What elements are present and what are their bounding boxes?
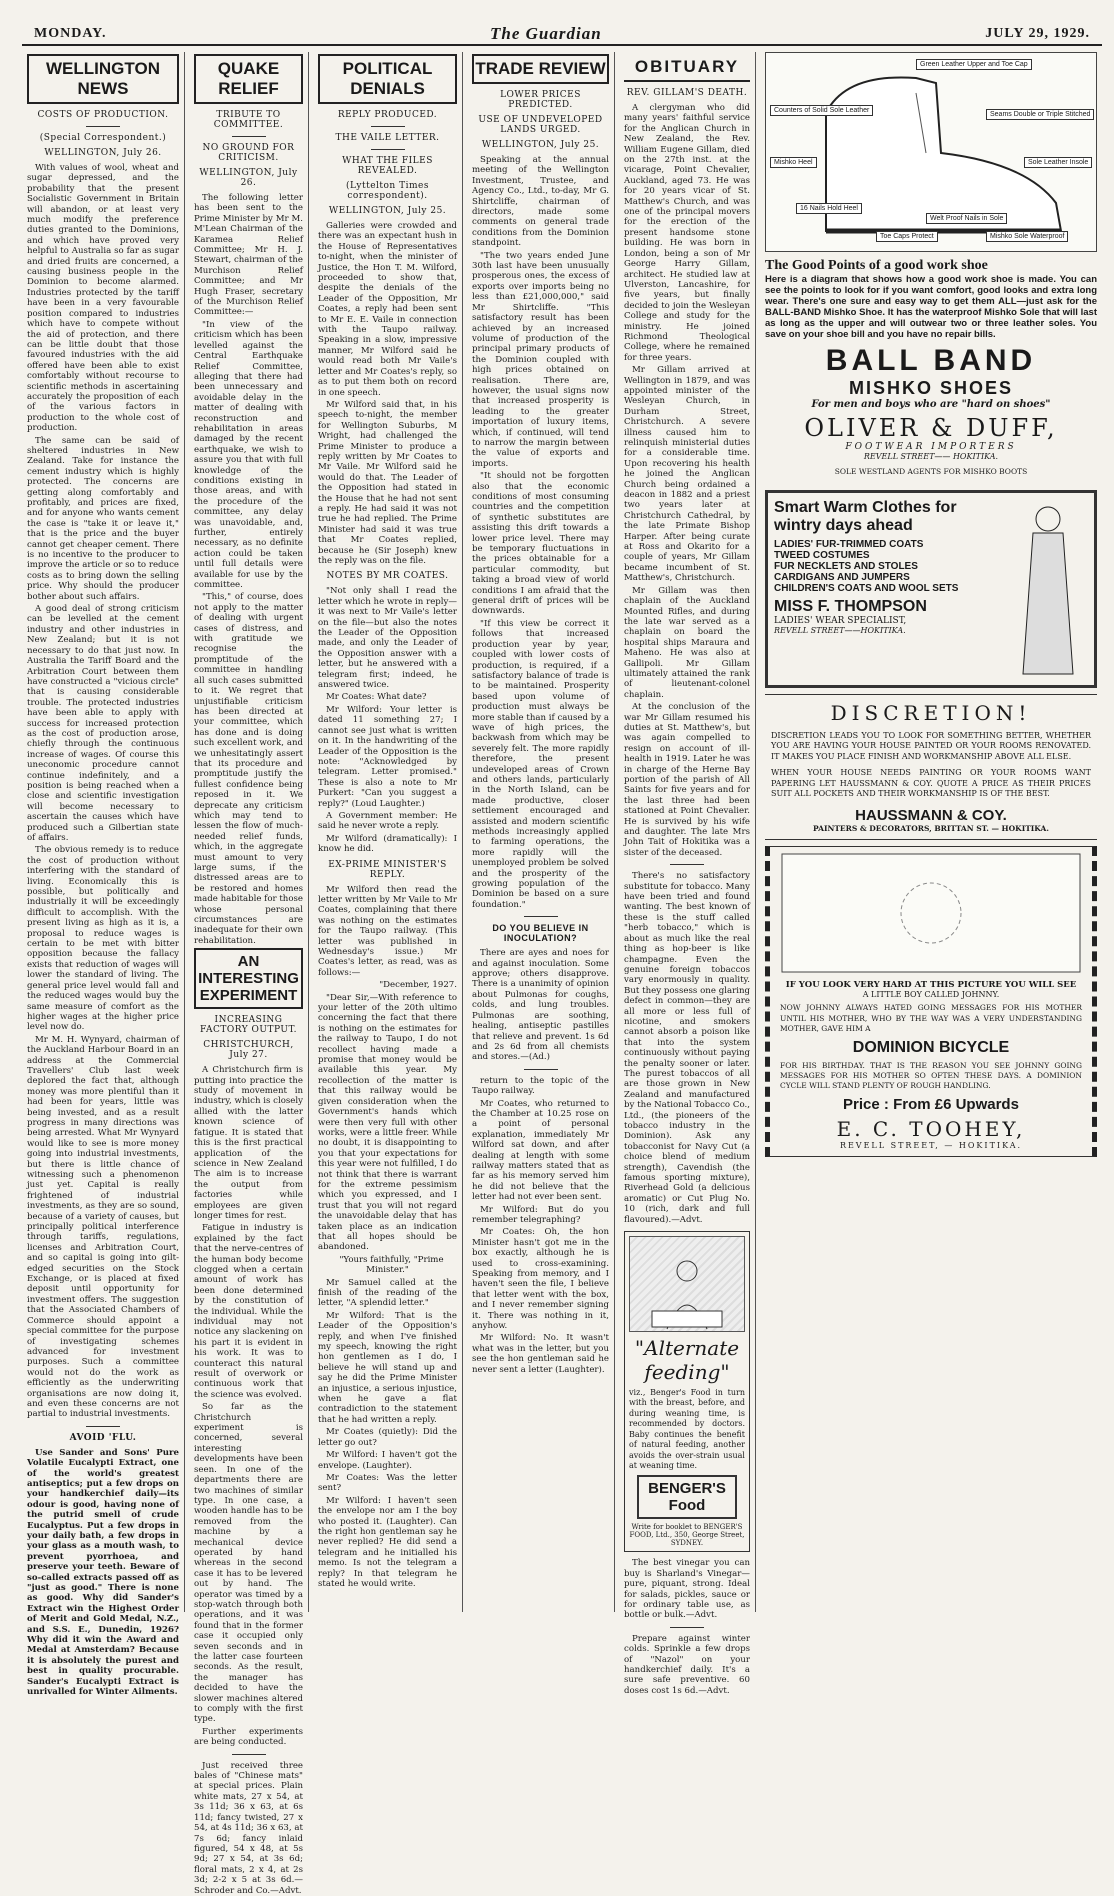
shoe-label: Welt Proof Nails in Sole	[926, 213, 1007, 224]
article-paragraph: Mr Wilford: Your letter is dated 11 something 27; I cannot see just what is written on it. In the handwriting of the Leader of the Opposition is the note: "Acknowledged by telegram. Letter promised." These is also a note to Mr Purkert: "Can you suggest a reply?" (Loud Laughter.)	[318, 704, 457, 809]
dateline: WELLINGTON, July 26.	[199, 168, 298, 188]
article-paragraph: "December, 1927.	[379, 980, 457, 991]
article-paragraph: "Not only shall I read the letter which he wrote in reply—it was next to Mr Vaile's letter on the file—but also the notes the Leader of the Opposition made, and only the Leader of the Opposition answer with a letter, but he answered with a telegram first; indeed, he answered twice.	[318, 586, 457, 691]
mother-baby-icon	[642, 1251, 732, 1331]
advert-haussmann	[765, 694, 1097, 840]
thompson-address: REVELL STREET——HOKITIKA.	[774, 626, 906, 635]
masthead-paper-name: The Guardian	[490, 24, 602, 43]
article-paragraph: "The two years ended June 30th last have been unusually prosperous ones, the excess of exports over imports being no less than £21,000,000," said Mr Shirtcliffe. "This satisfactory result has been achieved by an increased volume of production of the principal primary products of the Dominion coupled with high prices obtained on realisation. There are, however, the usual signs now that increased prosperity is leading to the greater importation of luxury items, which, if continued, will tend to narrow the margin between the value of exports and imports.	[472, 250, 609, 469]
headline-wellington-news: WELLINGTON NEWS	[27, 54, 179, 104]
article-paragraph: "It should not be forgotten also that the economic conditions of most consuming countries and the competition of synthetic substitutes are assisting this drift towards a lower price level. There may be temporary fluctuations in the prices obtainable for a particular commodity, but taking a broad view of world conditions I am afraid that the general drift of prices will be downwards.	[472, 471, 609, 617]
article-paragraph: Mr Gillam arrived at Wellington in 1879, and was appointed minister of the Wesleyan Church, in Durham Street, Christchurch. A severe illness caused him to relinquish ministerial duties for a considerable time. Upon recovering his health he joined the Anglican Church being ordained a deacon in 1882 and a priest two years later at Christchurch Cathedral, by the late Primate Bishop Harper. After being curate at Ross and Okarito for a couple of years, Mr Gillam became incumbent of St. Matthew's, Christchurch.	[624, 365, 750, 584]
haussmann-name: HAUSSMANN & COY.	[855, 807, 1007, 825]
masthead	[22, 24, 1102, 46]
article-paragraph: A Government member: He said he never wrote a reply.	[318, 810, 457, 832]
subhead: LOWER PRICES PREDICTED.	[500, 90, 581, 110]
article-paragraph: A clergyman who did many years' faithful service for the Anglican Church in New Zealand, the Rev. William Eugene Gillam, died on the 27th inst. at the vicarage, Point Chevalier, Auckland, aged 73. He was for 20 years vicar of St. Matthew's Church, and was one of the principal movers for the erection of the present handsome stone building. He was born in London, being a son of Mr George Harry Gillam, architect. He studied law at Ulverston, Lancashire, for five years, but finally decided to join the Wesleyan College and study for the ministry. He joined Richmond Theological College, where he remained for three years.	[624, 103, 750, 363]
article-paragraph: A Christchurch firm is putting into practice the study of movement in industry, which is closely allied with the latter known science of fatigue. It is stated that this is the first practical application of the science in New Zealand The aim is to increase the output from factories while employees are given longer times for rest.	[194, 1065, 303, 1221]
thompson-line: TWEED COSTUMES	[774, 550, 870, 561]
divider	[670, 1627, 704, 1628]
headline-trade-review: TRADE REVIEW	[472, 54, 609, 84]
divider	[86, 126, 120, 127]
toohey-price: Price : From £6 Upwards	[843, 1095, 1019, 1113]
advert-toohey	[765, 846, 1097, 1156]
divider	[524, 1069, 558, 1070]
column-trade-review	[467, 52, 615, 1612]
dateline: WELLINGTON, July 25.	[481, 140, 600, 150]
subhead: COSTS OF PRODUCTION.	[37, 110, 169, 120]
headline-interesting-experiment: AN INTERESTING EXPERIMENT	[194, 948, 303, 1009]
advert-vinegar: The best vinegar you can buy is Sharland's Vinegar—pure, piquant, strong. Ideal for salads, pickles, sauce or for ordinary table use, as bottle or bulk.—Advt.	[624, 1558, 750, 1621]
shoe-label: Counters of Solid Sole Leather	[770, 105, 873, 116]
subhead-inoculation: DO YOU BELIEVE IN INOCULATION?	[492, 923, 589, 944]
mishko-tagline: For men and boys who are "hard on shoes"	[811, 399, 1051, 410]
divider	[232, 136, 266, 137]
column-obituary	[619, 52, 756, 1696]
subhead: REPLY PRODUCED.	[337, 110, 438, 120]
masthead-day: MONDAY.	[34, 26, 107, 41]
advert-chinese-mats: Just received three bales of "Chinese mats" at special prices. Plain white mats, 27 x 54, at 3s 11d; 36 x 63, at 6s 11d; fancy twisted, 27 x 54, at 4s 11d; 36 x 63, at 7s 6d; fancy inlaid figured, 54 x 48, at 5s 9d; 27 x 54, at 3s 6d; floral mats, 2 x 4, at 2s 3d; 2-2 x 5 at 3s 6d.—Schroder and Co.—Advt.	[194, 1760, 303, 1896]
subhead: NO GROUND FOR CRITICISM.	[202, 143, 295, 163]
oliver-duff-name: OLIVER & DUFF,	[804, 414, 1058, 442]
article-paragraph: Mr Wilford (dramatically): I know he did.	[318, 833, 457, 855]
byline: (Lyttelton Times correspondent).	[346, 181, 429, 201]
advert-tobacco: There's no satisfactory substitute for tobacco. Many have been tried and found wanting. The best known of these is the stuff called "herb tobacco," which is about as much like the real thing as hop-beer is like champagne. Even the genuine foreign tobaccos vary enormously in quality. But they possess one glaring defect in common—they are all more or less full of nicotine, and smokers cannot absorb a poison like that into the system continuously without paying the penalty sooner or later. The purest tobaccos of all are those grown in New Zealand and manufactured by the National Tobacco Co., Ltd., (the pioneers of the tobacco industry in the Dominion). Ask any tobacconist for Navy Cut (a choice blend of medium strength), Cavendish (the famous sporting mixture), Riverhead Gold (a delicious aromatic) or Cut Plug No. 10 (rich, dark and full flavoured).—Advt.	[624, 871, 750, 1225]
subhead: NOTES BY MR COATES.	[326, 571, 449, 582]
article-paragraph: Further experiments are being conducted.	[194, 1726, 303, 1748]
article-paragraph: A good deal of strong criticism can be levelled at the cement industry and other industries in New Zealand; but it is not necessary to do that just now. In Australia the Tariff Board and the Arbitration Court between them have constructed a "vicious circle" that is causing considerable trouble. The protected industries have been able to apply with success for increased protection as the cost of production arose, chiefly through the continuous increase of wages. Of course this uneconomic procedure cannot continue indefinitely, and a position is being reached when a close and scientific investigation will become necessary to ascertain the causes which have produced such a Gilbertian state of affairs.	[27, 604, 179, 843]
thompson-line: FUR NECKLETS AND STOLES	[774, 561, 918, 572]
benger-logo: BENGER'S Food	[637, 1475, 737, 1519]
shoe-label: Toe Caps Protect	[876, 231, 938, 242]
oliver-duff-sub: FOOTWEAR IMPORTERS	[845, 442, 1017, 452]
feeding-text: viz., Benger's Food in turn with the breast, before, and during weaning time, is recommended by doctors. Baby continues the benefit of natural feeding, another avoids the over-strain usual at weaning time.	[629, 1388, 745, 1470]
column-political-denials	[313, 52, 463, 1612]
headline-political-denials: POLITICAL DENIALS	[318, 54, 457, 104]
article-paragraph: Mr Coates, who returned to the Chamber at 10.25 rose on a point of personal explanation, immediately Mr Wilford sat down, and after dealing at length with some railway matters stated that as far as his memory served him he did not believe that the letter had not ever been sent.	[472, 1098, 609, 1203]
oliver-duff-address: REVELL STREET—— HOKITIKA.	[863, 452, 999, 461]
column-quake-relief	[189, 52, 309, 1896]
toohey-name: E. C. TOOHEY,	[836, 1116, 1026, 1141]
article-paragraph: Mr M. H. Wynyard, chairman of the Auckland Harbour Board in an address at the Commercial Travellers' Club last week deplored the fact that, although money was more plentiful than it had been for years, little was being invested, and as a result progress in many directions was being arrested. What Mr Wynyard would like to see is more money going into industrial investments, but there is little chance of witnessing such a phenomenon just yet. Capital is really frightened of industrial investments, as they are so sound, because of a variety of causes, but principally political interference through tariffs, regulations, licenses and Arbitration Court, and so capital is going into gilt-edged securities on the Stock Exchange, or is placed at fixed deposit until opportunity for investment offers. The suggestion that the Associated Chambers of Commerce should appoint a special committee for the purpose of investigating schemes advanced for investment purposes. Such a committee would not do the work as efficiently as the underwriting organisations are now doing it, and even these concerns are not partial to industrial investments.	[27, 1034, 179, 1420]
puzzle-picture	[781, 853, 1081, 973]
byline: (Special Correspondent.)	[39, 133, 167, 143]
article-paragraph: Mr Wilford: But do you remember telegraphing?	[472, 1204, 609, 1225]
advert-eucalyptus: Use Sander and Sons' Pure Volatile Eucalypti Extract, one of the world's greatest antiseptics; put a few drops on your handkerchief daily—its odour is good, having none of the putrid smell of crude Eucalyptus. Put a few drops in your daily bath, a few drops in your glass as a mouth wash, to prevent pyorrhoea, and preserve your teeth. Beware of so-called extracts passed off as "just as good." There is none as good. Why did Sander's Extract win the Highest Order of Merit and Gold Medal, N.Z., and S.S. E., Dunedin, 1926? Why did it win the Award and Medal at Amsterdam? Because it is absolutely the purest and best in quality procurable. Sander's Eucalypti Extract is unrivalled for Winter Ailments.	[27, 1447, 179, 1698]
article-paragraph: The following letter has been sent to the Prime Minister by Mr M. M'Lean Chairman of the Karamea Relief Committee; Mr H. J. Stewart, chairman of the Murchison Relief Committee; and Mr Hugh Fraser, secretary of the Murchison Relief Committee:—	[194, 193, 303, 318]
article-paragraph: Mr Wilford then read the letter written by Mr Vaile to Mr Coates, complaining that there was nothing on the estimates for the Taupo railway. (This letter was published in Wednesday's issue.) Mr Coates's letter, as read, was as follows:—	[318, 884, 457, 978]
shoe-label: Green Leather Upper and Toe Cap	[916, 59, 1032, 70]
shoe-label: 16 Nails Hold Heel	[796, 203, 862, 214]
article-paragraph: "This," of course, does not apply to the matter of dealing with urgent cases of distress, and with gratitude we recognise the promptitude of the committee in handling all such cases submitted to it. We regret that unjustifiable criticism has been directed at your committee, which has done and is doing such excellent work, and we unhesitatingly assert that its procedure and promptitude justify the fullest confidence being reposed in it. We deprecate any criticism which may tend to lessen the flow of much-needed relief funds, which, in the aggregate must amount to very large sums, if the distressed areas are to be restored and homes made habitable for those whose personal circumstances are inadequate for their own rehabilitation.	[194, 592, 303, 946]
thompson-line: CHILDREN'S COATS AND WOOL SETS	[774, 583, 959, 594]
article-paragraph: Mr Samuel called at the finish of the reading of the letter, "A splendid letter."	[318, 1277, 457, 1309]
thompson-role: LADIES' WEAR SPECIALIST,	[774, 616, 907, 626]
feeding-title: "Alternate feeding"	[634, 1336, 740, 1385]
article-paragraph: The obvious remedy is to reduce the cost of production without interfering with the standard of living. Economically this is possible, but politically and industrially it will be exceedingly difficult to accomplish. With the present living as high as it is, a proposal to reduce wages is certain to be met with bitter opposition because the fallacy exists that reduction of wages will lower the standard of living. The general price level would fall and the reduced wages would buy the same measure of comfort as the higher wages at the higher price level now do.	[27, 845, 179, 1033]
thompson-title: Smart Warm Clothes for wintry days ahead	[774, 499, 957, 534]
divider	[86, 1426, 120, 1427]
mother-baby-illustration	[629, 1236, 745, 1332]
article-paragraph: Mr Wilford: I haven't seen the envelope nor am I the boy who posted it. (Laughter). Can the right hon gentleman say he never replied? He did send a telegram and he initialled his memo. Is not the telegram a reply? In that telegram he stated he would write.	[318, 1495, 457, 1589]
article-paragraph: Fatigue in industry is explained by the fact that the nerve-centres of the human body become clogged when a certain amount of work has been done determined by the constitution of the individual. While the individual may not notice any slackening on his part it is evident in his work. It was to counteract this natural result of overwork or continuous work that the science was evolved.	[194, 1223, 303, 1400]
discretion-title: DISCRETION!	[830, 701, 1032, 725]
article-paragraph: Mr Wilford: I haven't got the envelope. (Laughter).	[318, 1450, 457, 1471]
article-paragraph: Mr Coates (quietly): Did the letter go out?	[318, 1427, 457, 1448]
toohey-text: FOR HIS BIRTHDAY. THAT IS THE REASON YOU SEE JOHNNY GOING MESSAGES FOR HIS MOTHER SO OFTEN THESE DAYS. A DOMINION CYCLE WILL STAND PLENTY OF ROUGH HANDLING.	[780, 1060, 1082, 1091]
shoe-label: Sole Leather Insole	[1024, 157, 1092, 168]
article-paragraph: With values of wool, wheat and sugar depressed, and the probability that the present Socialistic Government in Britain will abandon, or at least very much modify the preference duties granted to the Dominions, and which have proved very helpful to Australia so far as sugar and dried fruits are concerned, a causing business people in the Dominion to become alarmed. Industries protected by the tariff have been in a very favourable position compared to industries which have to compete without the aid of protection, and there can be little doubt that those favoured industries with the aid offered have been able to exist comfortably without recourse to scientific methods in ascertaining accurately the proposition of each of the various factors in production to the whole cost of production.	[27, 163, 179, 434]
toohey-line: IF YOU LOOK VERY HARD AT THIS PICTURE YOU WILL SEE	[785, 980, 1077, 991]
article-paragraph: Galleries were crowded and there was an expectant hush in the House of Representatives to-night, when the minister of Justice, the Hon T. M. Wilford, proceeded to show that, despite the denials of the Leader of the Opposition, Mr Coates, a reply had been sent to Mr E. E. Vaile in connection with the Taupo railway. Speaking in a slow, impressive manner, Mr Wilford said he would read both Mr Vaile's letter and Mr Coates's reply, so as to put them both on record in one speech.	[318, 221, 457, 398]
headline-quake-relief: QUAKE RELIEF	[194, 54, 303, 104]
divider	[524, 916, 558, 917]
mishko-title: MISHKO SHOES	[848, 378, 1014, 398]
advert-nazol: Prepare against winter colds. Sprinkle a few drops of "Nazol" on your handkerchief daily. It's a sure safe preventive. 60 doses cost 1s 6d.—Advt.	[624, 1633, 750, 1696]
article-paragraph: At the conclusion of the war Mr Gillam resumed his duties at St. Matthew's, but was again compelled to resign on account of ill-health in 1919. Later he was in charge of the Herne Bay portion of the parish of All Saints for five years and for the last three had been stationed at Point Chevalier. He is survived by his wife and daughter. The late Mrs John Tait of Hokitika was a sister of the deceased.	[624, 702, 750, 858]
good-points-title: The Good Points of a good work shoe	[765, 258, 988, 273]
column-adverts	[760, 52, 1102, 1612]
shoe-label: Mishko Sole Waterproof	[986, 231, 1068, 242]
article-paragraph: "In view of the criticism which has been levelled against the Central Earthquake Relief Committee, alleging that there had been unnecessary and avoidable delay in the matter of dealing with reconstruction and rehabilitation in areas damaged by the recent earthquake, we wish to assure you that with full knowledge of the conditions existing in those areas, and with the procedure of the committee, any delay was unavoidable, and, further, entirely necessary, as no definite action could be taken until full details were available for use by the committee.	[194, 319, 303, 591]
article-paragraph: Mr Coates: Was the letter sent?	[318, 1472, 457, 1494]
headline-obituary: OBITUARY	[624, 54, 750, 82]
advert-benger-food	[624, 1231, 750, 1552]
lady-figure-illustration	[1008, 499, 1088, 679]
article-paragraph: return to the topic of the Taupo railway.	[472, 1075, 609, 1097]
shoe-label: Seams Double or Triple Stitched	[986, 109, 1094, 120]
subhead: WHAT THE FILES REVEALED.	[342, 156, 433, 176]
masthead-date: JULY 29, 1929.	[985, 26, 1090, 41]
shoe-diagram	[765, 52, 1097, 252]
thompson-name: MISS F. THOMPSON	[774, 598, 927, 615]
ballband-logo: BALL BAND	[825, 344, 1037, 377]
good-points-text: Here is a diagram that shows how a good work shoe is made. You can see the points to look for if you want comfort, good looks and extra long wear. There's one sure and easy way to get them ALL—just ask for the BALL-BAND Mishko Shoe. It has the waterproof Mishko Sole that will last as long as the upper and will outwear two or three leather soles. You save on your shoe bill and you have no repair bills.	[765, 274, 1097, 340]
article-paragraph: Mr Coates: What date?	[326, 692, 427, 703]
article-paragraph: Mr Wilford: That is the Leader of the Opposition's reply, and when I've finished my speech, knowing the right hon gentlemen as I do, I believe he will stand up and say he did the Prime Minister an injustice, a serious injustice, when he gave a flat contradiction to the statement that he had written a reply.	[318, 1310, 457, 1425]
subhead: TRIBUTE TO COMMITTEE.	[213, 110, 284, 130]
toohey-address: REVELL STREET, — HOKITIKA.	[839, 1140, 1023, 1150]
thompson-line: CARDIGANS AND JUMPERS	[774, 572, 910, 583]
divider	[371, 126, 405, 127]
subhead: EX-PRIME MINISTER'S REPLY.	[328, 859, 447, 880]
subhead: INCREASING FACTORY OUTPUT.	[199, 1015, 298, 1036]
booklet-address: Write for booklet to BENGER'S FOOD, Ltd., 350, George Street, SYDNEY.	[629, 1523, 745, 1548]
ballband-block	[765, 344, 1097, 476]
article-paragraph: Mr Coates: Oh, the hon Minister hasn't got me in the box exactly, although he is used to cross-examining. Speaking from memory, and I haven't seen the file, I believe that letter went with the box, and I never remember signing it. There was nothing in it, anyhow.	[472, 1227, 609, 1332]
subhead: THE VAILE LETTER.	[335, 133, 440, 143]
advert-pulmonas: There are ayes and noes for and against inoculation. Some approve; others disapprove. There is a unanimity of opinion about Pulmonas for coughs, colds, and lung troubles. Pulmonas are soothing, healing, antiseptic pastilles that relieve and prevent. 1s 6d and 2s 6d from all chemists and stores.—(Ad.)	[472, 948, 609, 1063]
dateline: WELLINGTON, July 26.	[44, 148, 162, 158]
shoe-label: Mishko Heel	[770, 157, 817, 168]
article-paragraph: Mr Wilford said that, in his speech to-night, the member for Wellington Suburbs, M Wright, had challenged the Prime Minister to produce a reply written by Mr Coates to Mr Vaile. Mr Wilford said he would do that. The Leader of the Opposition had stated in the House that he had not sent a reply. He had said it was not true he had replied. The Prime Minister had said it was true that Mr Coates replied, because he (Sir Joseph) knew the reply was on the file.	[318, 399, 457, 566]
subhead: USE OF UNDEVELOPED LANDS URGED.	[478, 115, 603, 135]
discretion-text: DISCRETION LEADS YOU TO LOOK FOR SOMETHING BETTER, WHETHER YOU ARE HAVING YOUR HOUSE PAINTED OR YOUR ROOMS RENOVATED. IT MAKES YOU PLACE FINISH AND WORKMANSHIP ABOVE ALL ELSE.	[771, 731, 1091, 761]
article-paragraph: "If this view be correct it follows that increased production year by year, coupled with lower costs of production, is required, if a satisfactory balance of trade is to be maintained. Prosperity based upon volume of production must always be more stable than if caused by a wave of high prices, the backwash from which may be severely felt. The more rapidly therefore, the present undeveloped areas of Crown and others lands, particularly in the North Island, can be made productive, closer settlement encouraged and assisted and modern scientific methods increasingly applied to farming operations, the more rapidly will the unemployed problem be solved and the prosperity of the growing population of the Dominion be based on a sure foundation."	[472, 618, 609, 910]
article-paragraph: "Dear Sir,—With reference to your letter of the 20th ultimo concerning the fact that there is nothing on the estimates for the railway to Taupo, I do not recollect having made a promise that money would be available this year. My recollection of the matter is that this railway would be given consideration when the Government's hands which were then very full with other works, were a little freer. While no doubt, it is disappointing to you that your expectations for this year were not fulfilled, I do not think that there is warrant for the extreme pessimism which you expressed, and I trust that you will not regard the unavoidable delay that has taken place as an indication that all hopes should be abandoned.	[318, 992, 457, 1253]
haussmann-address: PAINTERS & DECORATORS, BRITTAN ST. — HOKITIKA.	[813, 824, 1049, 834]
divider	[371, 149, 405, 150]
subhead: REV. GILLAM'S DEATH.	[626, 88, 748, 98]
column-wellington-news	[22, 52, 185, 1698]
subhead-avoid-flu: AVOID 'FLU.	[69, 1432, 137, 1443]
article-paragraph: Mr Wilford: No. It wasn't what was in the letter, but you see the hon gentleman said he never sent a letter (Laughter).	[472, 1333, 609, 1375]
divider	[670, 864, 704, 865]
dominion-bicycle-title: DOMINION BICYCLE	[852, 1038, 1010, 1056]
article-paragraph: So far as the Christchurch experiment is concerned, several interesting developments have been seen. In one of the departments there are two machines of similar type. In one case, a wooden handle has to be removed from the machine by a mechanical device operated by hand whereas in the second case it has to be levered out by hand. The operator was timed by a stop-watch through both operations, and it was found that in the former case it occupied only seven seconds and in the latter case fourteen seconds. As the result, the manager has decided to have the slower machines altered to comply with the first type.	[194, 1402, 303, 1725]
article-paragraph: Speaking at the annual meeting of the Wellington Investment, Trustee, and Agency Co., Ltd., to-day, Mr G. Shirtcliffe, chairman of directors, made some comments on general trade conditions from the Dominion standpoint.	[472, 155, 609, 249]
discretion-text: WHEN YOUR HOUSE NEEDS PAINTING OR YOUR ROOMS WANT PAPERING LET HAUSSMANN & COY. QUOTE A PRICE AS THEIR PRICES SUIT ALL POCKETS AND THEIR WORKMANSHIP IS OF THE BEST.	[771, 768, 1091, 799]
oliver-duff-agents: SOLE WESTLAND AGENTS FOR MISHKO BOOTS	[834, 467, 1028, 476]
dateline: WELLINGTON, July 25.	[328, 206, 447, 216]
divider	[232, 1754, 266, 1755]
advert-thompson	[765, 490, 1097, 688]
dateline: CHRISTCHURCH, July 27.	[203, 1040, 294, 1061]
toohey-line: A LITTLE BOY CALLED JOHNNY.	[862, 990, 1000, 1000]
article-paragraph: The same can be said of sheltered industries in New Zealand. Take for instance the cement industry which is highly protected. The concerns are getting along comfortably and profitably, and prices are fixed, and for anyone who wants cement the case is "take it or leave it," that is the price and the buyer cannot get cheaper cement. There is no incentive to the producer to improve the article or so to reduce costs as to bring down the selling price. Why should the producer bother about such affairs.	[27, 435, 179, 602]
toohey-text: NOW JOHNNY ALWAYS HATED GOING MESSAGES FOR HIS MOTHER UNTIL HIS MOTHER, WHO BY THE WAY WAS A VERY UNDERSTANDING MOTHER, GAVE HIM A	[780, 1003, 1082, 1034]
article-paragraph: Mr Gillam was then chaplain of the Auckland Mounted Rifles, and during the late war served as a chaplain on board the hospital ships Maraura and Maheno. He was also at Gallipoli. Mr Gillam ultimately attained the rank of lieutenant-colonel chaplain.	[624, 585, 750, 700]
article-paragraph: "Yours faithfully, "Prime Minister."	[339, 1254, 444, 1276]
thompson-line: LADIES' FUR-TRIMMED COATS	[774, 539, 924, 550]
